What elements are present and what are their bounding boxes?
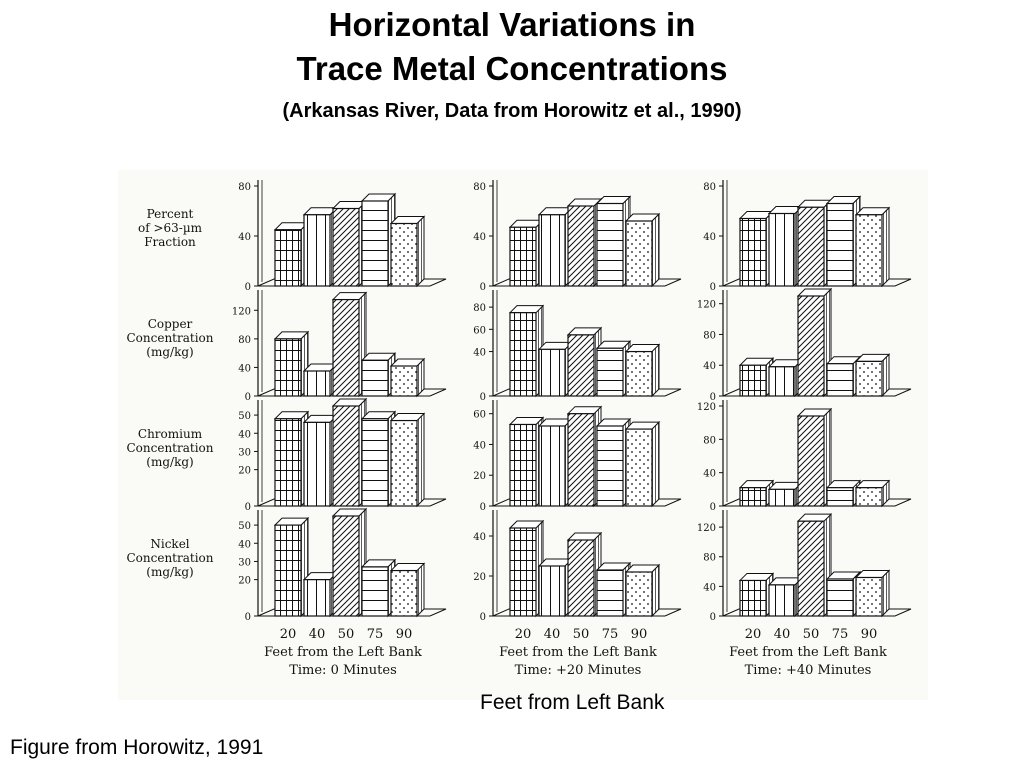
- bar-50: [568, 407, 601, 506]
- y-tick-label: 40: [703, 361, 716, 373]
- bar-front-face: [626, 352, 652, 396]
- bar-75: [597, 419, 630, 506]
- x-axis-label: Feet from the Left Bank: [264, 645, 422, 660]
- bar-90: [856, 354, 889, 396]
- bar-front-face: [626, 429, 652, 506]
- bar-90: [626, 565, 659, 616]
- bar-90: [391, 414, 424, 506]
- y-tick-label: 0: [479, 502, 486, 513]
- x-tick-label: 50: [337, 627, 355, 642]
- bar-50: [568, 533, 601, 616]
- bar-front-face: [597, 570, 623, 616]
- bar-front-face: [362, 419, 388, 506]
- x-tick-label: 50: [802, 627, 820, 642]
- x-tick-label: 75: [831, 627, 849, 642]
- bar-front-face: [275, 339, 301, 396]
- x-tick-label: 50: [572, 627, 590, 642]
- bar-side-face: [417, 564, 424, 616]
- bar-chart-figure: [118, 170, 928, 700]
- bar-50: [798, 514, 831, 616]
- bar-front-face: [626, 221, 652, 286]
- bar-90: [856, 481, 889, 506]
- bar-20: [510, 306, 543, 396]
- bar-front-face: [597, 426, 623, 506]
- x-tick-label: 40: [308, 627, 326, 642]
- bar-50: [798, 289, 831, 396]
- bar-40: [539, 208, 572, 286]
- y-tick-label: 120: [696, 402, 716, 413]
- row-label-line: Percent: [146, 207, 194, 221]
- bar-40: [304, 208, 337, 286]
- bar-side-face: [882, 570, 889, 616]
- row-label-line: Concentration: [126, 331, 214, 345]
- bar-side-face: [417, 217, 424, 287]
- x-tick-label: 40: [773, 627, 791, 642]
- bar-20: [510, 417, 543, 506]
- y-tick-label: 30: [238, 557, 251, 569]
- bar-front-face: [597, 348, 623, 396]
- y-tick-label: 80: [473, 303, 486, 315]
- row-label-line: Concentration: [126, 441, 214, 455]
- y-tick-label: 0: [479, 282, 486, 293]
- bar-front-face: [333, 300, 359, 396]
- y-tick-label: 0: [244, 612, 251, 623]
- bar-front-face: [740, 219, 766, 287]
- panel-0-row-3: [238, 509, 446, 623]
- y-tick-label: 60: [473, 409, 486, 421]
- y-tick-label: 0: [709, 282, 716, 293]
- bar-front-face: [391, 571, 417, 616]
- x-tick-label: 20: [514, 627, 532, 642]
- bar-50: [333, 202, 366, 287]
- bar-front-face: [510, 227, 536, 286]
- y-tick-label: 60: [473, 325, 486, 337]
- bar-front-face: [539, 426, 565, 506]
- bar-front-face: [275, 230, 301, 286]
- bar-front-face: [827, 364, 853, 396]
- bar-40: [769, 207, 802, 287]
- bar-front-face: [539, 215, 565, 286]
- bar-front-face: [304, 580, 330, 616]
- y-tick-label: 0: [479, 612, 486, 623]
- row-label-2: [126, 427, 213, 469]
- bar-side-face: [652, 422, 659, 506]
- y-tick-label: 40: [473, 347, 486, 359]
- x-axis-label: Feet from the Left Bank: [729, 645, 887, 660]
- bar-side-face: [417, 414, 424, 506]
- bar-75: [827, 197, 860, 287]
- bar-75: [827, 357, 860, 396]
- bar-40: [539, 419, 572, 506]
- y-tick-label: 40: [703, 232, 716, 243]
- bar-50: [333, 399, 366, 506]
- source-caption: Figure from Horowitz, 1991: [10, 736, 264, 759]
- bar-front-face: [304, 371, 330, 396]
- bar-front-face: [740, 580, 766, 616]
- bar-front-face: [798, 416, 824, 506]
- panel-2-row-2: [697, 400, 911, 513]
- bar-front-face: [568, 540, 594, 616]
- panel-1-row-2: [473, 400, 681, 513]
- bar-side-face: [882, 208, 889, 286]
- y-tick-label: 80: [238, 182, 251, 193]
- bar-front-face: [827, 579, 853, 616]
- x-tick-label: 40: [543, 627, 561, 642]
- y-tick-label: 0: [244, 392, 251, 403]
- bar-front-face: [362, 360, 388, 396]
- bar-50: [798, 200, 831, 286]
- bar-20: [510, 521, 543, 616]
- bar-front-face: [391, 421, 417, 506]
- x-tick-label: 20: [744, 627, 762, 642]
- y-tick-label: 0: [709, 502, 716, 513]
- bar-20: [740, 358, 773, 396]
- x-tick-label: 20: [279, 627, 297, 642]
- bar-front-face: [510, 424, 536, 506]
- row-label-line: (mg/kg): [146, 345, 194, 359]
- bar-50: [798, 409, 831, 506]
- bar-front-face: [362, 567, 388, 616]
- bar-front-face: [740, 488, 766, 506]
- bar-front-face: [333, 209, 359, 287]
- y-tick-label: 50: [238, 411, 251, 423]
- bar-front-face: [827, 204, 853, 287]
- bar-front-face: [769, 585, 795, 616]
- bar-front-face: [362, 201, 388, 286]
- bar-75: [597, 197, 630, 287]
- x-tick-label: 75: [601, 627, 619, 642]
- y-tick-label: 80: [703, 552, 716, 564]
- page-title-line-2: Trace Metal Concentrations: [296, 50, 728, 87]
- row-label-line: Concentration: [126, 551, 214, 565]
- panel-0: [232, 180, 446, 678]
- bar-75: [597, 563, 630, 616]
- bar-40: [769, 578, 802, 616]
- bar-90: [856, 208, 889, 286]
- bar-40: [769, 360, 802, 396]
- bar-40: [304, 364, 337, 396]
- bar-50: [333, 509, 366, 616]
- bar-75: [597, 341, 630, 396]
- bar-side-face: [652, 565, 659, 616]
- y-tick-label: 120: [696, 523, 716, 535]
- bar-90: [391, 564, 424, 616]
- bar-front-face: [597, 204, 623, 287]
- panel-1: [473, 180, 681, 678]
- panel-2: [697, 180, 911, 678]
- bar-20: [275, 223, 308, 286]
- page-title-line-1: Horizontal Variations in: [328, 6, 696, 43]
- y-tick-label: 20: [238, 575, 251, 587]
- y-tick-label: 120: [231, 306, 251, 318]
- y-tick-label: 30: [238, 447, 251, 459]
- row-label-1: [126, 317, 213, 359]
- bar-front-face: [539, 566, 565, 616]
- bar-side-face: [652, 214, 659, 286]
- row-label-line: Fraction: [144, 235, 196, 249]
- bar-40: [304, 415, 337, 506]
- row-label-line: Copper: [147, 317, 193, 331]
- y-tick-label: 40: [238, 232, 251, 243]
- bar-front-face: [539, 349, 565, 396]
- bar-20: [275, 332, 308, 396]
- bar-front-face: [740, 365, 766, 396]
- bar-side-face: [652, 345, 659, 396]
- bar-front-face: [275, 419, 301, 506]
- x-tick-label: 75: [366, 627, 384, 642]
- y-tick-label: 0: [244, 502, 251, 513]
- bar-75: [362, 560, 395, 616]
- bar-front-face: [769, 489, 795, 506]
- bar-front-face: [391, 224, 417, 287]
- y-tick-label: 40: [238, 539, 251, 551]
- y-tick-label: 80: [238, 334, 251, 346]
- panel-0-row-2: [238, 399, 446, 513]
- bar-front-face: [798, 296, 824, 396]
- bar-20: [740, 573, 773, 616]
- y-tick-label: 40: [238, 429, 251, 441]
- x-tick-label: 90: [395, 627, 413, 642]
- bar-90: [391, 217, 424, 287]
- bar-front-face: [333, 516, 359, 616]
- bar-front-face: [856, 488, 882, 506]
- y-tick-label: 20: [473, 471, 486, 483]
- bar-front-face: [856, 215, 882, 286]
- bar-20: [510, 220, 543, 286]
- bar-front-face: [568, 335, 594, 396]
- bar-75: [362, 412, 395, 506]
- bar-40: [769, 482, 802, 506]
- y-tick-label: 40: [238, 363, 251, 375]
- bar-90: [626, 422, 659, 506]
- bar-front-face: [827, 488, 853, 506]
- bar-90: [626, 345, 659, 396]
- bar-40: [539, 559, 572, 616]
- bar-front-face: [568, 206, 594, 286]
- panel-time-label: Time: +20 Minutes: [514, 663, 642, 678]
- row-label-0: [138, 207, 203, 249]
- bar-front-face: [769, 214, 795, 287]
- bar-40: [304, 573, 337, 616]
- row-label-line: Chromium: [137, 427, 203, 441]
- y-tick-label: 80: [703, 330, 716, 342]
- y-tick-label: 0: [709, 612, 716, 623]
- bar-40: [539, 342, 572, 396]
- bar-50: [333, 293, 366, 396]
- row-label-line: of >63-µm: [137, 221, 203, 235]
- bar-90: [856, 570, 889, 616]
- bar-50: [568, 199, 601, 286]
- y-tick-label: 40: [473, 532, 486, 543]
- bar-20: [275, 518, 308, 616]
- bar-90: [626, 214, 659, 286]
- bar-front-face: [333, 406, 359, 506]
- x-tick-label: 90: [630, 627, 648, 642]
- bar-front-face: [856, 577, 882, 616]
- y-tick-label: 40: [473, 232, 486, 243]
- y-tick-label: 80: [703, 182, 716, 193]
- y-tick-label: 0: [709, 392, 716, 403]
- y-tick-label: 0: [479, 392, 486, 403]
- bar-front-face: [391, 366, 417, 396]
- bar-front-face: [798, 207, 824, 286]
- page-subtitle: (Arkansas River, Data from Horowitz et al., 1990): [282, 100, 742, 122]
- y-tick-label: 20: [473, 572, 486, 583]
- bar-front-face: [769, 367, 795, 396]
- row-label-3: [126, 537, 213, 579]
- bar-front-face: [568, 414, 594, 506]
- bar-front-face: [304, 422, 330, 506]
- bar-front-face: [510, 528, 536, 616]
- bar-90: [391, 359, 424, 396]
- bar-75: [827, 572, 860, 616]
- bar-front-face: [275, 525, 301, 616]
- bar-20: [275, 412, 308, 506]
- bar-75: [362, 194, 395, 286]
- y-tick-label: 0: [244, 282, 251, 293]
- y-tick-label: 120: [696, 299, 716, 311]
- panel-2-row-1: [697, 289, 911, 403]
- bar-chart-svg: [118, 170, 928, 700]
- y-tick-label: 80: [473, 182, 486, 193]
- bar-75: [362, 353, 395, 396]
- panel-time-label: Time: 0 Minutes: [289, 663, 397, 678]
- panel-1-row-0: [473, 180, 681, 293]
- panel-1-row-3: [473, 510, 681, 623]
- x-axis-label: Feet from the Left Bank: [499, 645, 657, 660]
- y-tick-label: 40: [703, 582, 716, 594]
- y-tick-label: 40: [703, 468, 716, 480]
- panel-0-row-0: [238, 180, 446, 293]
- bar-75: [827, 481, 860, 506]
- row-label-line: (mg/kg): [146, 455, 194, 469]
- row-label-line: (mg/kg): [146, 565, 194, 579]
- bar-20: [740, 481, 773, 506]
- bar-front-face: [856, 361, 882, 396]
- bar-front-face: [304, 215, 330, 286]
- bar-front-face: [798, 521, 824, 616]
- x-tick-label: 90: [860, 627, 878, 642]
- panel-0-row-1: [232, 290, 446, 403]
- bar-front-face: [510, 313, 536, 396]
- row-label-line: Nickel: [150, 537, 190, 551]
- bar-20: [740, 212, 773, 287]
- y-tick-label: 80: [703, 435, 716, 447]
- y-tick-label: 50: [238, 521, 251, 533]
- panel-2-row-0: [703, 180, 911, 293]
- panel-1-row-1: [473, 290, 681, 403]
- y-tick-label: 20: [238, 465, 251, 477]
- panel-2-row-3: [697, 510, 911, 623]
- y-tick-label: 40: [473, 440, 486, 452]
- bar-50: [568, 328, 601, 396]
- panel-time-label: Time: +40 Minutes: [744, 663, 872, 678]
- bar-front-face: [626, 572, 652, 616]
- x-axis-caption: Feet from Left Bank: [480, 691, 665, 714]
